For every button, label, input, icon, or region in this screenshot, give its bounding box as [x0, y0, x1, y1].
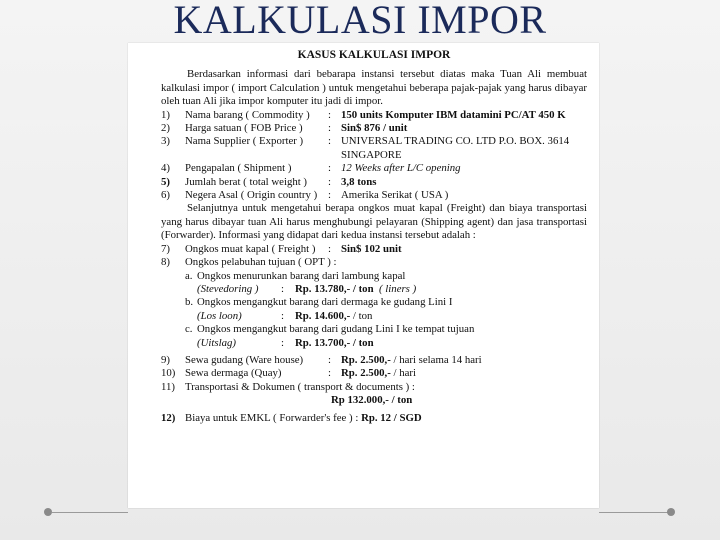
colon: :	[328, 108, 331, 121]
sub-amount: Rp. 13.700,- / ton	[295, 336, 374, 349]
sub-desc: Ongkos mengangkut barang dari dermaga ke gudang Lini I	[197, 296, 453, 309]
item-label: Nama barang ( Commodity )	[185, 108, 310, 121]
colon: :	[281, 336, 284, 349]
item-value: Rp. 12 / SGD	[361, 411, 422, 424]
item-value: 3,8 tons	[341, 175, 377, 188]
item-value: Sin$ 876 / unit	[341, 122, 408, 135]
colon: :	[328, 353, 331, 366]
item-label: Nama Supplier ( Exporter )	[185, 135, 304, 148]
item-note: / hari	[393, 367, 416, 380]
sub-letter: b.	[185, 296, 194, 309]
item-value: 150 units Komputer IBM datamini PC/AT 450 K	[341, 108, 566, 121]
slide-title: KALKULASI IMPOR	[173, 0, 547, 42]
item-number: 1)	[161, 108, 170, 121]
item-label: Pengapalan ( Shipment )	[185, 162, 292, 175]
item-number: 5)	[161, 175, 170, 188]
document-image	[128, 43, 599, 508]
item-row	[161, 109, 587, 122]
colon: :	[328, 242, 331, 255]
item-list-1	[161, 109, 587, 203]
item-number: 11)	[161, 380, 175, 393]
sub-item	[161, 323, 587, 336]
item-number: 6)	[161, 189, 170, 202]
sub-item	[161, 270, 587, 283]
colon: :	[328, 367, 331, 380]
item-number: 4)	[161, 162, 170, 175]
item-number: 2)	[161, 122, 170, 135]
item-total: Rp 132.000,- / ton	[331, 394, 413, 407]
item-number: 10)	[161, 367, 176, 380]
item-row	[161, 135, 587, 162]
colon: :	[328, 135, 331, 148]
item-label: Ongkos pelabuhan tujuan ( OPT ) :	[185, 256, 337, 269]
item-row	[161, 256, 587, 269]
colon: :	[281, 282, 284, 295]
sub-item-detail	[161, 283, 587, 296]
item-number: 9)	[161, 353, 170, 366]
item-number: 8)	[161, 256, 170, 269]
item-number: 12)	[161, 411, 176, 424]
sub-note: ( liners )	[379, 282, 417, 295]
item-row	[161, 189, 587, 202]
item-label: Negera Asal ( Origin country )	[185, 189, 318, 202]
decor-line-right	[599, 512, 671, 513]
colon: :	[328, 162, 331, 175]
item-label: Transportasi & Dokumen ( transport & documents ) :	[185, 380, 415, 393]
sub-item	[161, 296, 587, 309]
item-label: Biaya untuk EMKL ( Forwarder's fee ) :	[185, 411, 359, 424]
sub-letter: c.	[185, 323, 193, 336]
sub-term: (Los loon)	[197, 309, 242, 322]
intro-paragraph: Berdasarkan informasi dari bebarapa instansi tersebut diatas maka Tuan Ali membuat kalkulasi impor ( import Calculation ) untuk mengetahui beberapa pajak-pajak yang harus dibayar oleh tuan Ali jika impor komputer itu jadi di impor.	[161, 68, 587, 108]
item-value: Sin$ 102 unit	[341, 242, 402, 255]
item-row	[161, 162, 587, 175]
sub-term: (Uitslag)	[197, 336, 236, 349]
colon: :	[328, 189, 331, 202]
item-number: 7)	[161, 242, 170, 255]
item-label: Ongkos muat kapal ( Freight )	[185, 242, 316, 255]
item-value: Amerika Serikat ( USA )	[341, 189, 449, 202]
sub-item-detail	[161, 310, 587, 323]
document-title: KASUS KALKULASI IMPOR	[297, 49, 451, 61]
item-amount: Rp. 2.500,-	[341, 353, 391, 366]
item-amount: Rp. 2.500,-	[341, 367, 391, 380]
item-row	[161, 354, 587, 367]
item-row	[161, 122, 587, 135]
item-row	[161, 367, 587, 380]
item-number: 3)	[161, 135, 170, 148]
sub-term: (Stevedoring )	[197, 282, 259, 295]
sub-letter: a.	[185, 269, 193, 282]
item-value: 12 Weeks after L/C opening	[341, 162, 461, 175]
item-label: Sewa dermaga (Quay)	[185, 367, 282, 380]
item-label: Jumlah berat ( total weight )	[185, 175, 308, 188]
decor-line-left	[52, 512, 128, 513]
sub-item-detail	[161, 337, 587, 350]
item-row	[161, 412, 587, 425]
item-row	[161, 176, 587, 189]
item-note: / hari selama 14 hari	[393, 353, 482, 366]
item-value: UNIVERSAL TRADING CO. LTD P.O. BOX. 3614 SINGAPORE	[341, 135, 570, 161]
decor-dot-right	[667, 508, 675, 516]
sub-desc: Ongkos mengangkut barang dari gudang Lini I ke tempat tujuan	[197, 323, 475, 336]
sub-amount: Rp. 14.600,-	[295, 309, 351, 322]
sub-desc: Ongkos menurunkan barang dari lambung kapal	[197, 269, 406, 282]
item-label: Harga satuan ( FOB Price )	[185, 122, 303, 135]
sub-amount: Rp. 13.780,- / ton	[295, 282, 374, 295]
item-row	[161, 243, 587, 256]
sub-note: / ton	[352, 309, 373, 322]
item-label: Sewa gudang (Ware house)	[185, 353, 304, 366]
transport-paragraph: Selanjutnya untuk mengetahui berapa ongkos muat kapal (Freight) dan biaya transportasi yang harus dibayar tuan Ali harus menghubungi pelayaran (Shipping agent) dan jasa transportasi (Forwarder). Informasi yang didapat dari kedua instansi tersebut adalah :	[161, 202, 587, 242]
colon: :	[328, 122, 331, 135]
colon: :	[328, 175, 331, 188]
item-row	[161, 381, 587, 394]
decor-dot-left	[44, 508, 52, 516]
colon: :	[281, 309, 284, 322]
